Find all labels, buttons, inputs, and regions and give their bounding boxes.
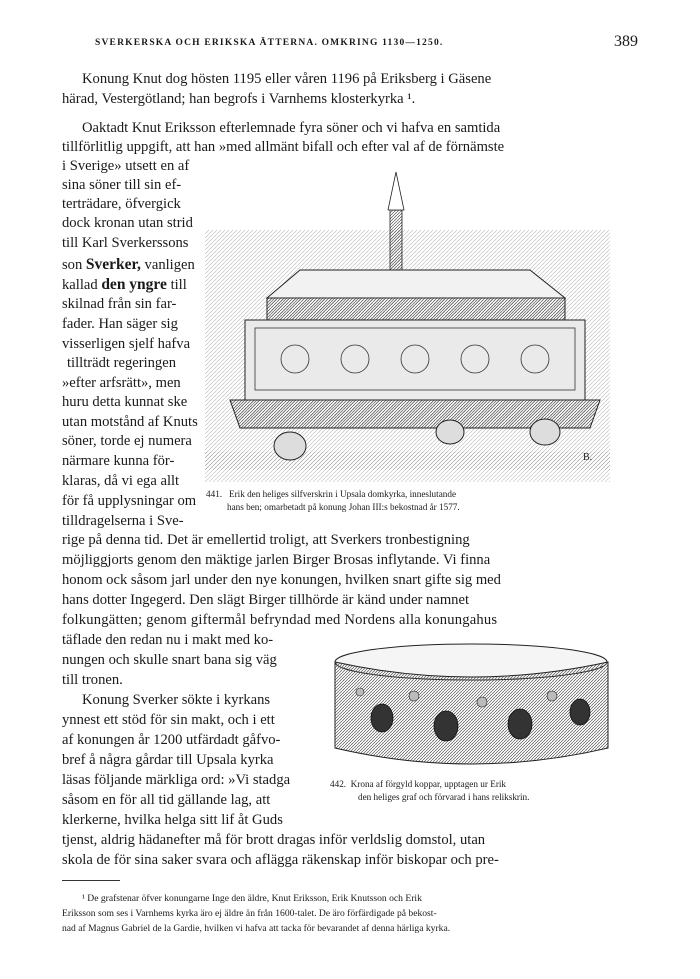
figure-442-caption bbox=[330, 778, 506, 790]
body-line: terträdare, öfvergick bbox=[62, 196, 181, 212]
body-line: »efter arfsrätt», men bbox=[62, 375, 181, 391]
body-line: tjenst, aldrig hädanefter må för brott dragas inför verldslig domstol, utan bbox=[62, 832, 486, 848]
footnote-rule bbox=[62, 880, 120, 881]
body-line: rige på denna tid. Det är emellertid troligt, att Sverkers tronbestigning bbox=[62, 532, 470, 548]
body-line: huru detta kunnat ske bbox=[62, 394, 188, 410]
body-line: Konung Sverker sökte i kyrkans bbox=[82, 692, 271, 708]
body-line: härad, Vestergötland; han begrofs i Varnhems klosterkyrka ¹. bbox=[62, 91, 416, 107]
engraver-signature: B. bbox=[583, 452, 593, 463]
crown-illustration bbox=[330, 640, 613, 776]
caption-text: Krona af förgyld koppar, upptagen ur Erik bbox=[350, 779, 507, 789]
body-line: Konung Knut dog hösten 1195 eller våren 1196 på Eriksberg i Gäsene bbox=[82, 71, 492, 87]
body-line: bref å några gårdar till Upsala kyrka bbox=[62, 752, 274, 768]
body-text: kallad bbox=[62, 277, 102, 293]
body-line bbox=[62, 275, 187, 295]
body-line: visserligen sjelf hafva bbox=[62, 336, 191, 352]
figure-441-caption bbox=[206, 488, 456, 500]
body-line: dock kronan utan strid bbox=[62, 215, 193, 231]
body-line: hans dotter Ingegerd. Den slägt Birger tillhörde är känd under namnet bbox=[62, 592, 470, 608]
body-line: klerkerne, hvilka helga sitt lif åt Guds bbox=[62, 812, 283, 828]
page-number: 389 bbox=[614, 33, 638, 50]
body-line: tilldragelserna i Sve- bbox=[62, 513, 184, 529]
reliquary-shrine-illustration bbox=[205, 170, 610, 482]
footnote-line: Eriksson som ses i Varnhems kyrka äro ej äldre än från 1600-talet. De äro förfärdigade på bekost- bbox=[62, 908, 437, 919]
body-line: möjliggjorts genom den mäktige jarlen Birger Brosas inflytande. Vi finna bbox=[62, 552, 491, 568]
caption-text: Erik den heliges silfverskrin i Upsala domkyrka, inneslutande bbox=[228, 489, 457, 499]
body-line: i Sverige» utsett en af bbox=[62, 158, 190, 174]
running-header: SVERKERSKA OCH ERIKSKA ÄTTERNA. OMKRING 1130—1250. bbox=[95, 38, 444, 48]
body-line: klaras, då vi ega allt bbox=[62, 473, 180, 489]
body-line: såsom en för all tid gällande lag, att bbox=[62, 792, 271, 808]
body-line: för få upplysningar om bbox=[62, 493, 197, 509]
body-line: sina söner till sin ef- bbox=[62, 177, 182, 193]
body-text: son bbox=[62, 257, 86, 273]
body-line: söner, torde ej numera bbox=[62, 433, 192, 449]
figure-number: 441. bbox=[206, 489, 223, 499]
body-line: af konungen år 1200 utfärdadt gåfvo- bbox=[62, 732, 281, 748]
bold-epithet: den yngre bbox=[101, 276, 167, 293]
body-line: läsas följande märkliga ord: »Vi stadga bbox=[62, 772, 291, 788]
body-line: närmare kunna för- bbox=[62, 453, 175, 469]
body-line: till tronen. bbox=[62, 672, 123, 688]
body-line: skola de för sina saker svara och aflägga räkenskap inför biskopar och pre- bbox=[62, 852, 499, 868]
figure-number: 442. bbox=[330, 779, 347, 789]
body-text: till bbox=[166, 277, 187, 293]
body-line: skilnad från sin far- bbox=[62, 296, 177, 312]
body-line: fader. Han säger sig bbox=[62, 316, 178, 332]
figure-441-caption-cont: hans ben; omarbetadt på konung Johan III:s bekostnad år 1577. bbox=[227, 502, 460, 512]
body-line: ynnest ett stöd för sin makt, och i ett bbox=[62, 712, 275, 728]
body-line: täflade den redan nu i makt med ko- bbox=[62, 632, 274, 648]
body-line: tillförlitlig uppgift, att han »med allmänt bifall och efter val af de förnämste bbox=[62, 139, 505, 155]
body-line: Oaktadt Knut Eriksson efterlemnade fyra söner och vi hafva en samtida bbox=[82, 120, 501, 136]
footnote-line: nad af Magnus Gabriel de la Gardie, hvilken vi hafva att tacka för bevarandet af denna härliga kyrka. bbox=[62, 923, 451, 934]
figure-442-caption-cont: den heliges graf och förvarad i hans relikskrin. bbox=[358, 792, 530, 802]
bold-name-sverker: Sverker, bbox=[85, 256, 141, 273]
body-line: folkungätten; genom giftermål befryndad med Nordens alla konungahus bbox=[62, 612, 498, 628]
body-text: vanligen bbox=[140, 257, 195, 273]
body-line: honom ock såsom jarl under den nye konungen, hvilken snart gifte sig med bbox=[62, 572, 501, 588]
body-line: utan motstånd af Knuts bbox=[62, 414, 198, 430]
body-line: nungen och skulle snart bana sig väg bbox=[62, 652, 277, 668]
footnote-line: ¹ De grafstenar öfver konungarne Inge den äldre, Knut Eriksson, Erik Knutsson och Erik bbox=[82, 893, 422, 904]
body-line: tillträdt regeringen bbox=[67, 355, 177, 371]
body-line: till Karl Sverkerssons bbox=[62, 235, 189, 251]
body-line bbox=[62, 255, 195, 275]
